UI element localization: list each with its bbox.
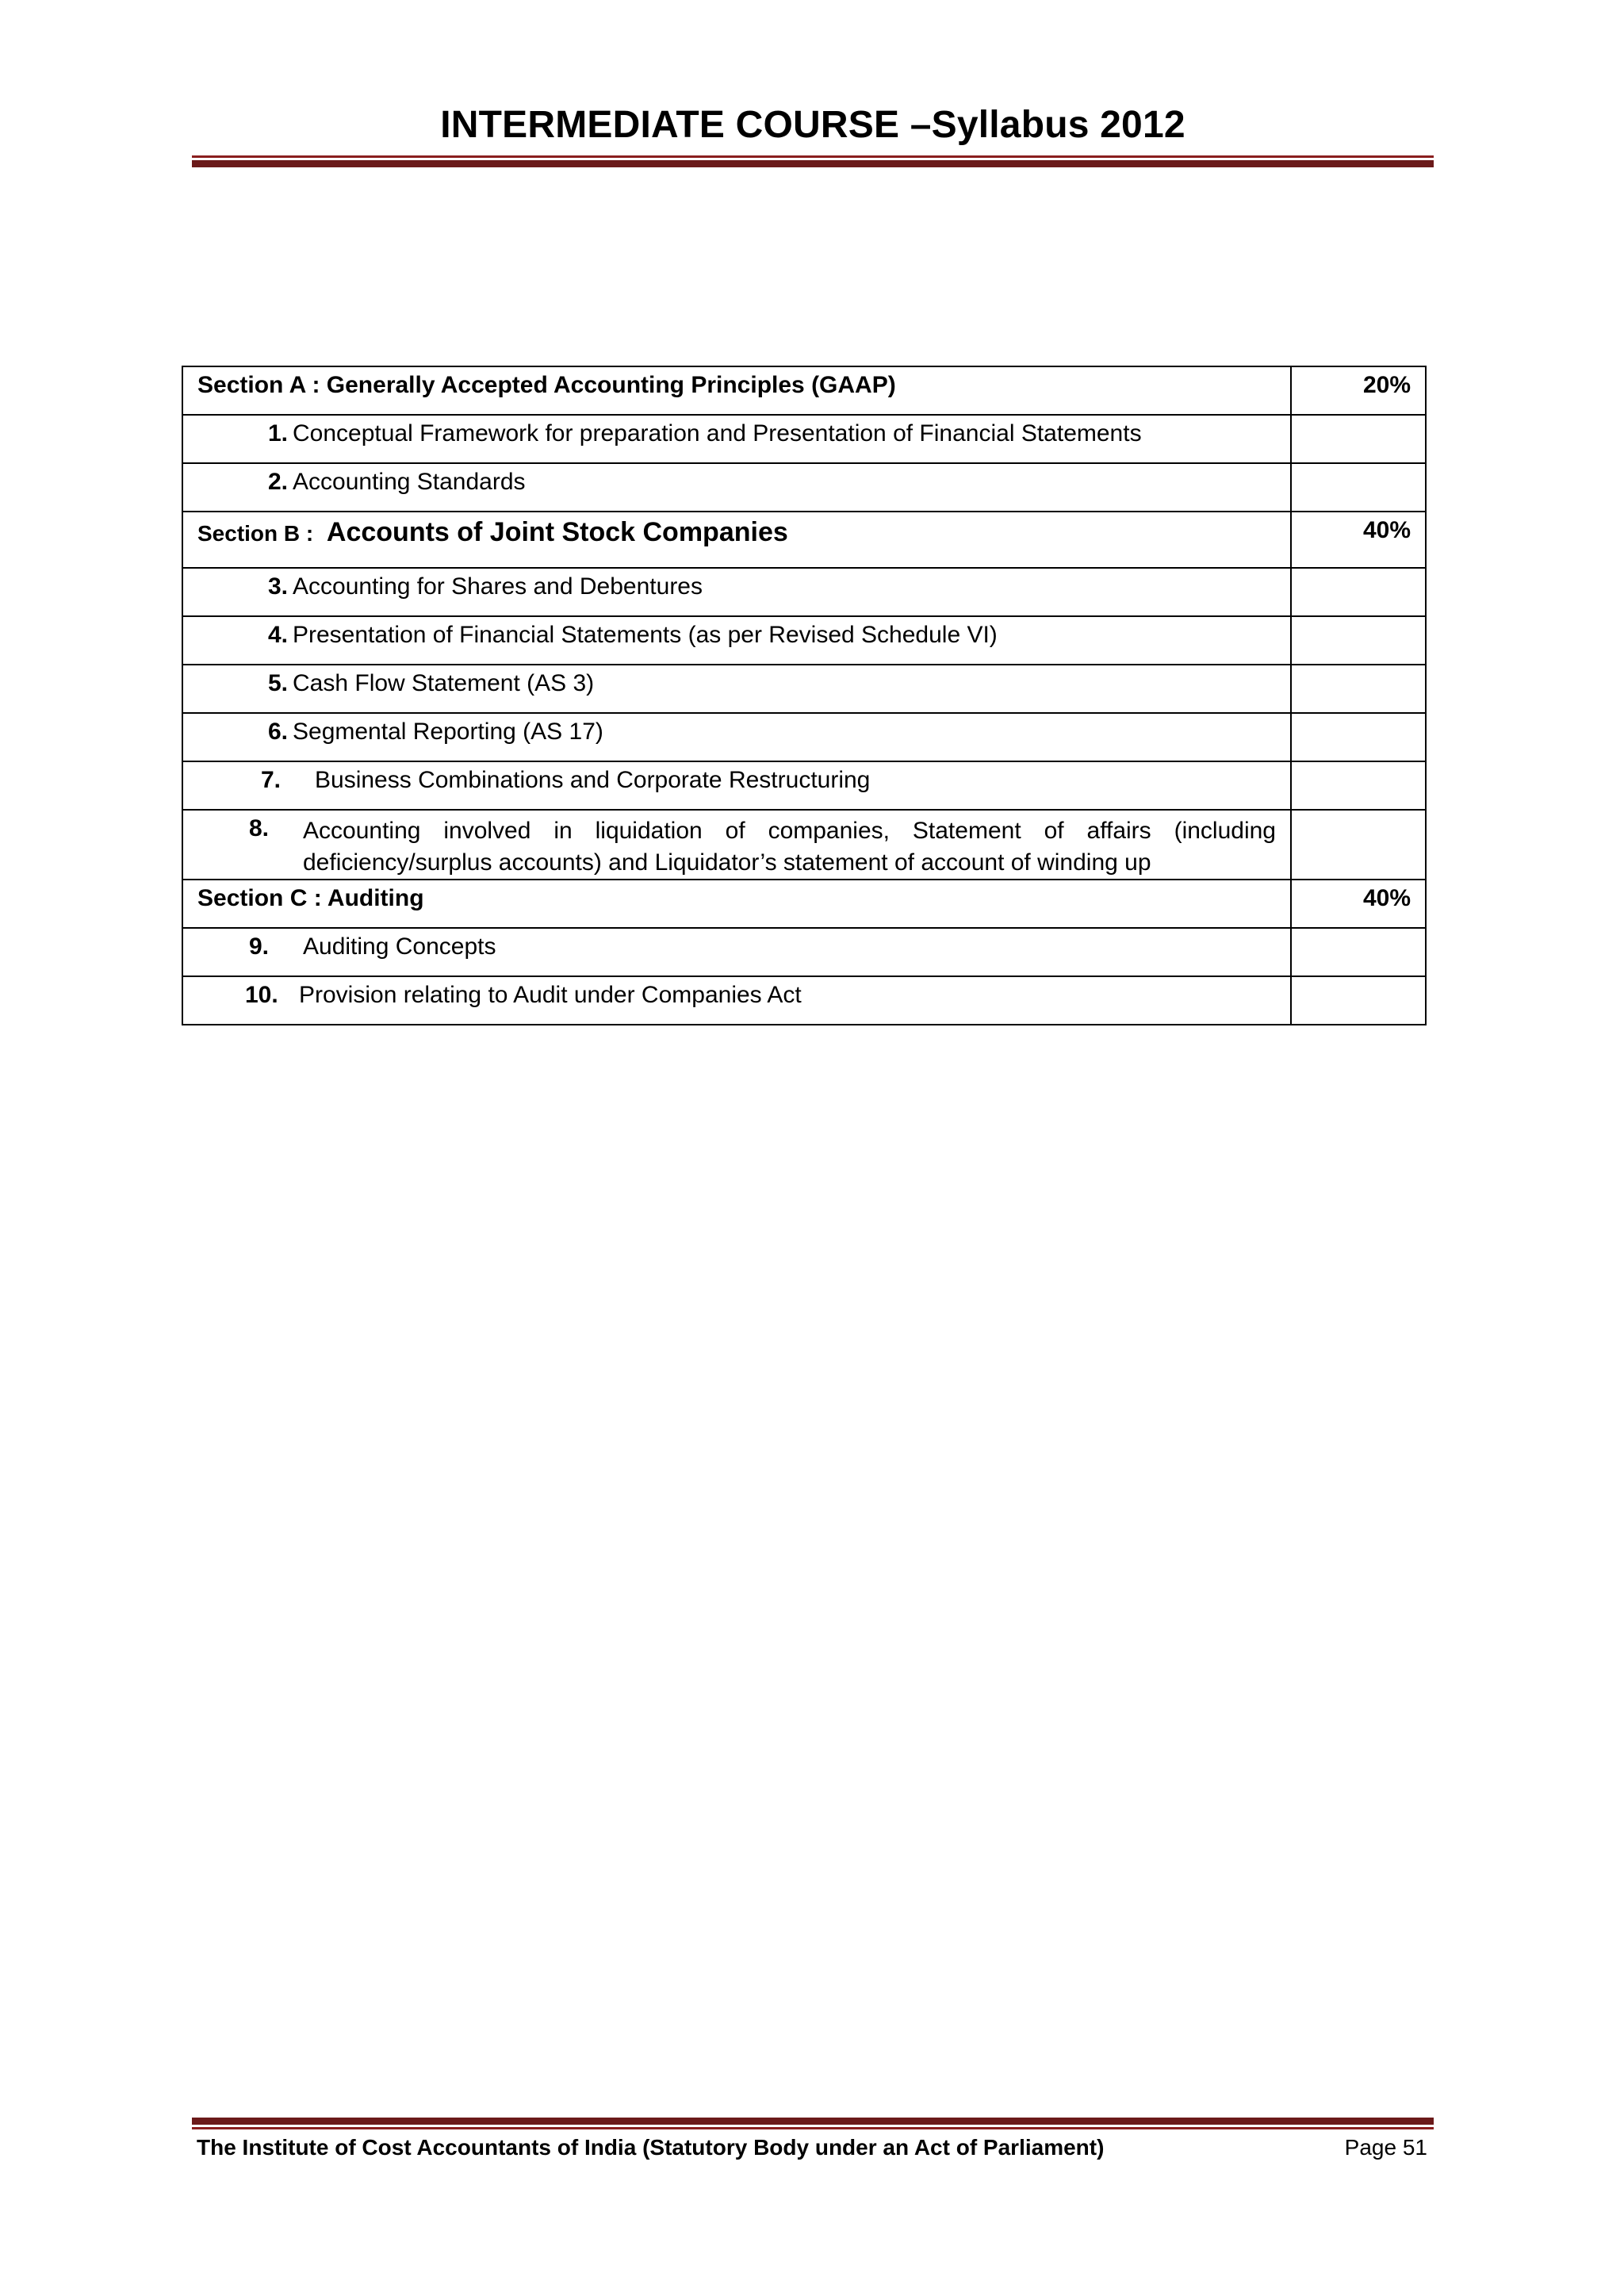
section-a-title: Section A : Generally Accepted Accounting Principles (GAAP) [197,372,896,398]
topic-wrap [197,815,1276,879]
table-row [182,761,1426,810]
weight-cell [1291,761,1426,810]
section-c-weight: 40% [1291,880,1426,928]
topic-number: 4. [267,622,288,648]
weight-cell [1291,463,1426,512]
topic-text: Accounting Standards [293,469,526,495]
table-row-section-a [182,366,1426,415]
weight-cell [1291,415,1426,463]
section-c-title: Section C : Auditing [197,885,424,911]
section-b-label [182,512,1291,568]
weight-cell [1291,810,1426,880]
table-row [182,810,1426,880]
section-c-label [182,880,1291,928]
topic-text: Provision relating to Audit under Companies Act [299,982,802,1008]
topic-text: Conceptual Framework for preparation and Presentation of Financial Statements [293,420,1142,447]
weight-cell [1291,568,1426,616]
topic-number: 2. [267,469,288,495]
topic-cell [182,976,1291,1025]
page-number: Page 51 [1344,2135,1427,2160]
table-row-section-b [182,512,1426,568]
table-row [182,665,1426,713]
syllabus-table [182,366,1427,1025]
topic-cell [182,665,1291,713]
section-a-weight: 20% [1291,366,1426,415]
topic-number: 9. [249,933,270,960]
table-row [182,463,1426,512]
topic-cell [182,463,1291,512]
topic-text: Auditing Concepts [303,933,496,960]
section-a-label [182,366,1291,415]
table-row [182,568,1426,616]
topic-cell [182,568,1291,616]
topic-text: Cash Flow Statement (AS 3) [293,670,595,696]
weight-cell [1291,976,1426,1025]
page-title: INTERMEDIATE COURSE –Syllabus 2012 [440,104,1185,146]
weight-cell [1291,665,1426,713]
topic-text: Segmental Reporting (AS 17) [293,719,603,745]
topic-number: 8. [249,815,270,841]
section-b-prefix: Section B : [197,521,314,546]
topic-text: Presentation of Financial Statements (as per Revised Schedule VI) [293,622,998,648]
section-b-title: Accounts of Joint Stock Companies [326,517,788,547]
table-row [182,415,1426,463]
weight-cell [1291,616,1426,665]
topic-cell [182,928,1291,976]
topic-number: 3. [267,573,288,600]
topic-cell [182,761,1291,810]
topic-number: 5. [267,670,288,696]
weight-cell [1291,928,1426,976]
header-rule [192,155,1434,167]
table-row-section-c [182,880,1426,928]
topic-text: Business Combinations and Corporate Restructuring [315,767,871,793]
topic-number: 1. [267,420,288,447]
table-row [182,713,1426,761]
table-row [182,616,1426,665]
section-b-weight: 40% [1291,512,1426,568]
table-row [182,928,1426,976]
topic-number: 6. [267,719,288,745]
topic-number: 10. [245,982,278,1008]
topic-cell [182,810,1291,880]
topic-cell [182,415,1291,463]
topic-text: Accounting involved in liquidation of companies, Statement of affairs (including deficiency/surplus accounts) and Liquidator’s statement of account of winding up [303,818,1276,876]
footer-rule [192,2118,1434,2129]
table-row [182,976,1426,1025]
topic-number: 7. [261,767,282,793]
topic-text: Accounting for Shares and Debentures [293,573,703,600]
topic-cell [182,713,1291,761]
weight-cell [1291,713,1426,761]
topic-cell [182,616,1291,665]
footer-institute: The Institute of Cost Accountants of India (Statutory Body under an Act of Parliament) [197,2135,1105,2160]
